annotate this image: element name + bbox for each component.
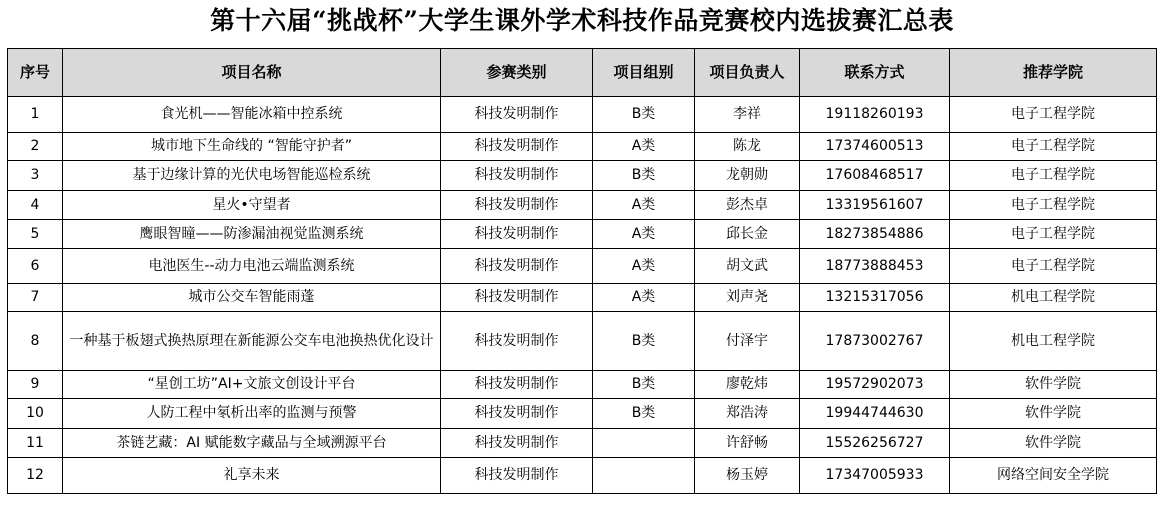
header-leader: 项目负责人 [695, 49, 800, 97]
cell-college: 网络空间安全学院 [950, 458, 1157, 494]
cell-category: 科技发明制作 [441, 220, 593, 249]
cell-leader: 杨玉婷 [695, 458, 800, 494]
cell-group: A类 [593, 191, 695, 220]
table-row [8, 161, 1157, 191]
cell-seq: 11 [8, 429, 63, 458]
cell-leader: 邱长金 [695, 220, 800, 249]
cell-leader: 郑浩涛 [695, 399, 800, 429]
cell-project-name: 食光机——智能冰箱中控系统 [63, 97, 441, 133]
cell-contact: 17608468517 [800, 161, 950, 191]
cell-leader: 胡文武 [695, 249, 800, 284]
cell-category: 科技发明制作 [441, 161, 593, 191]
cell-contact: 13215317056 [800, 284, 950, 312]
cell-group: A类 [593, 284, 695, 312]
table-row [8, 133, 1157, 161]
cell-category: 科技发明制作 [441, 284, 593, 312]
cell-college: 电子工程学院 [950, 191, 1157, 220]
cell-seq: 7 [8, 284, 63, 312]
cell-group: B类 [593, 97, 695, 133]
cell-seq: 8 [8, 312, 63, 371]
cell-seq: 5 [8, 220, 63, 249]
cell-leader: 付泽宇 [695, 312, 800, 371]
cell-category: 科技发明制作 [441, 429, 593, 458]
header-college: 推荐学院 [950, 49, 1157, 97]
cell-seq: 9 [8, 371, 63, 399]
header-seq: 序号 [8, 49, 63, 97]
cell-seq: 1 [8, 97, 63, 133]
cell-project-name: 礼享未来 [63, 458, 441, 494]
cell-project-name: 一种基于板翅式换热原理在新能源公交车电池换热优化设计 [63, 312, 441, 371]
table-body [8, 97, 1157, 494]
cell-group: B类 [593, 312, 695, 371]
page-title: 第十六届“挑战杯”大学生课外学术科技作品竞赛校内选拔赛汇总表 [210, 6, 954, 35]
cell-seq: 2 [8, 133, 63, 161]
cell-college: 电子工程学院 [950, 97, 1157, 133]
table-row [8, 220, 1157, 249]
cell-group [593, 429, 695, 458]
cell-leader: 许舒畅 [695, 429, 800, 458]
table-row [8, 312, 1157, 371]
cell-contact: 19118260193 [800, 97, 950, 133]
cell-seq: 3 [8, 161, 63, 191]
table-row [8, 399, 1157, 429]
cell-group: B类 [593, 371, 695, 399]
cell-category: 科技发明制作 [441, 191, 593, 220]
cell-project-name: 茶链艺藏：AI 赋能数字藏品与全域溯源平台 [63, 429, 441, 458]
cell-category: 科技发明制作 [441, 371, 593, 399]
cell-project-name: 城市地下生命线的 “智能守护者” [63, 133, 441, 161]
cell-leader: 龙朝勋 [695, 161, 800, 191]
cell-seq: 6 [8, 249, 63, 284]
header-project-name: 项目名称 [63, 49, 441, 97]
cell-college: 电子工程学院 [950, 161, 1157, 191]
cell-college: 机电工程学院 [950, 312, 1157, 371]
cell-contact: 17374600513 [800, 133, 950, 161]
cell-group: A类 [593, 133, 695, 161]
cell-college: 软件学院 [950, 399, 1157, 429]
table-row [8, 371, 1157, 399]
cell-project-name: 星火•守望者 [63, 191, 441, 220]
cell-seq: 4 [8, 191, 63, 220]
cell-project-name: 人防工程中氡析出率的监测与预警 [63, 399, 441, 429]
cell-contact: 17873002767 [800, 312, 950, 371]
cell-category: 科技发明制作 [441, 399, 593, 429]
cell-contact: 19572902073 [800, 371, 950, 399]
cell-project-name: 基于边缘计算的光伏电场智能巡检系统 [63, 161, 441, 191]
cell-contact: 18773888453 [800, 249, 950, 284]
table-row [8, 249, 1157, 284]
cell-seq: 10 [8, 399, 63, 429]
cell-contact: 13319561607 [800, 191, 950, 220]
cell-group: A类 [593, 220, 695, 249]
header-contact: 联系方式 [800, 49, 950, 97]
cell-contact: 19944744630 [800, 399, 950, 429]
cell-college: 软件学院 [950, 429, 1157, 458]
cell-project-name: 电池医生--动力电池云端监测系统 [63, 249, 441, 284]
cell-leader: 陈龙 [695, 133, 800, 161]
table-header-row [8, 49, 1157, 97]
cell-project-name: “星创工坊”AI+文旅文创设计平台 [63, 371, 441, 399]
table-row [8, 97, 1157, 133]
cell-group [593, 458, 695, 494]
header-group: 项目组别 [593, 49, 695, 97]
cell-category: 科技发明制作 [441, 312, 593, 371]
cell-category: 科技发明制作 [441, 458, 593, 494]
cell-group: B类 [593, 161, 695, 191]
cell-contact: 17347005933 [800, 458, 950, 494]
table-row [8, 458, 1157, 494]
cell-category: 科技发明制作 [441, 97, 593, 133]
cell-leader: 李祥 [695, 97, 800, 133]
cell-contact: 15526256727 [800, 429, 950, 458]
table-row [8, 284, 1157, 312]
cell-group: B类 [593, 399, 695, 429]
cell-project-name: 鹰眼智瞳——防渗漏油视觉监测系统 [63, 220, 441, 249]
cell-leader: 彭杰卓 [695, 191, 800, 220]
header-category: 参赛类别 [441, 49, 593, 97]
cell-college: 软件学院 [950, 371, 1157, 399]
cell-college: 电子工程学院 [950, 249, 1157, 284]
cell-group: A类 [593, 249, 695, 284]
summary-table [7, 48, 1157, 494]
cell-college: 机电工程学院 [950, 284, 1157, 312]
cell-seq: 12 [8, 458, 63, 494]
cell-category: 科技发明制作 [441, 133, 593, 161]
cell-project-name: 城市公交车智能雨蓬 [63, 284, 441, 312]
cell-leader: 廖乾炜 [695, 371, 800, 399]
cell-contact: 18273854886 [800, 220, 950, 249]
table-row [8, 191, 1157, 220]
cell-category: 科技发明制作 [441, 249, 593, 284]
table-row [8, 429, 1157, 458]
cell-leader: 刘声尧 [695, 284, 800, 312]
cell-college: 电子工程学院 [950, 133, 1157, 161]
cell-college: 电子工程学院 [950, 220, 1157, 249]
